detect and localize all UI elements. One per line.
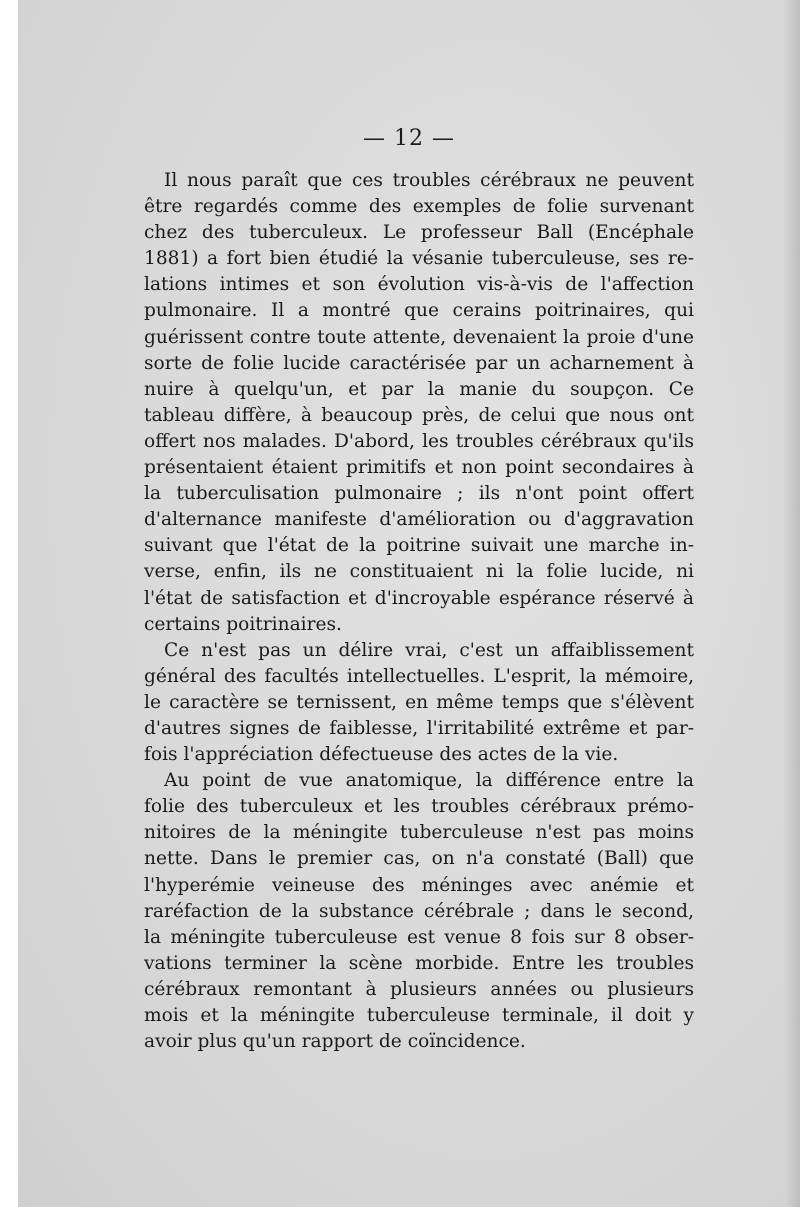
text-line: verse, enfin, ils ne constituaient ni la folie lucide, ni <box>144 561 694 583</box>
text-line: avoir plus qu'un rapport de coïncidence. <box>144 1031 526 1053</box>
text-line: folie des tuberculeux et les troubles cérébraux prémo- <box>144 796 694 818</box>
text-line: pulmonaire. Il a montré que cerains poitrinaires, qui <box>144 300 694 322</box>
text-line: vations terminer la scène morbide. Entre les troubles <box>144 952 694 974</box>
text-line: guérissent contre toute attente, devenaient la proie d'une <box>144 326 694 348</box>
text-line: certains poitrinaires. <box>144 613 342 635</box>
text-line: nitoires de la méningite tuberculeuse n'est pas moins <box>144 822 694 844</box>
text-line: raréfaction de la substance cérébrale ; dans le second, <box>144 900 694 922</box>
text-line: présentaient étaient primitifs et non point secondaires à <box>144 457 694 479</box>
text-line: chez des tuberculeux. Le professeur Ball (Encéphale <box>144 222 694 244</box>
text-line: cérébraux remontant à plusieurs années ou plusieurs <box>144 978 694 1000</box>
text-line: le caractère se ternissent, en même temps que s'élèvent <box>144 691 694 713</box>
text-line: l'état de satisfaction et d'incroyable espérance réservé à <box>144 587 694 609</box>
text-line: mois et la méningite tuberculeuse terminale, il doit y <box>144 1005 694 1026</box>
body-text <box>144 168 694 1055</box>
page-edge-shadow <box>784 0 800 1207</box>
text-line: sorte de folie lucide caractérisée par un acharnement à <box>144 352 694 374</box>
text-line: offert nos malades. D'abord, les troubles cérébraux qu'ils <box>144 430 694 452</box>
text-line: la tuberculisation pulmonaire ; ils n'ont point offert <box>144 483 694 505</box>
text-line: fois l'appréciation défectueuse des actes de la vie. <box>144 744 619 766</box>
text-line: tableau diffère, à beaucoup près, de celui que nous ont <box>144 404 694 426</box>
text-line: être regardés comme des exemples de folie survenant <box>144 196 694 218</box>
text-line: l'hyperémie veineuse des méninges avec anémie et <box>144 874 694 896</box>
text-line: général des facultés intellectuelles. L'esprit, la mémoire, <box>144 665 694 687</box>
text-line: nuire à quelqu'un, et par la manie du soupçon. Ce <box>144 378 694 400</box>
text-line: 1881) a fort bien étudié la vésanie tuberculeuse, ses re- <box>144 248 694 270</box>
text-line: Il nous paraît que ces troubles cérébraux ne peuvent <box>164 170 694 191</box>
text-line: d'autres signes de faiblesse, l'irritabilité extrême et par- <box>144 717 694 739</box>
text-line: suivant que l'état de la poitrine suivait une marche in- <box>144 535 694 557</box>
text-line: Ce n'est pas un délire vrai, c'est un affaiblissement <box>164 639 694 661</box>
text-line: la méningite tuberculeuse est venue 8 fois sur 8 obser- <box>144 926 694 948</box>
text-line: lations intimes et son évolution vis-à-vis de l'affection <box>144 274 694 296</box>
book-page <box>18 0 800 1207</box>
text-line: d'alternance manifeste d'amélioration ou d'aggravation <box>144 509 694 531</box>
page-number: — 12 — <box>363 126 455 151</box>
text-line: nette. Dans le premier cas, on n'a constaté (Ball) que <box>144 848 694 870</box>
text-line: Au point de vue anatomique, la différence entre la <box>164 770 694 792</box>
